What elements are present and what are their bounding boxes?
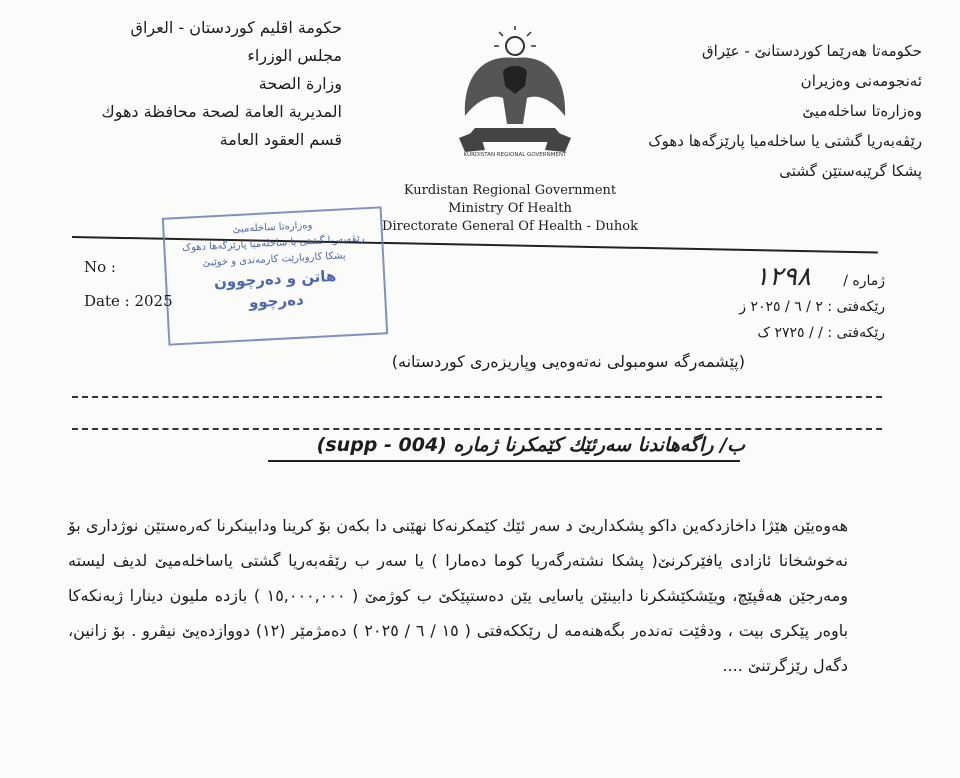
stamp-line: وەزارەتا ساخلەمیێ <box>232 219 313 236</box>
ref-date-line: رێکەفتی : ٢ / ٦ / ٢٠٢٥ ز <box>739 299 885 315</box>
header-ar-line: قسم العقود العامة <box>219 130 342 149</box>
dashed-divider-top <box>72 396 882 398</box>
reference-block <box>645 268 885 346</box>
letter-body: هەوەیێن هێژا داخازدکەین داکو پشکداریێ د سەر ئێك کێمکرنەکا نهێنی دا بکەن بۆ کرینا ودابینکرنا کەرەستێن نوژداری بۆ نەخوشخانا ئازادی یافێرکرنێ( پشکا نشتەرگەریا کوما دەمارا ) یا سەر ب رێڤەبەریا گشتی یاساخلەمیێ لدیف لیستە ومەرجێن هەڤپێچ، ویێشکێشکرنا دابینێن یاسایی یێن دەستپێکێ ب کوژمێ ( ١٥,٠٠٠,٠٠٠ ) بازدە ملیون دینارا ژبەنکەکا باوەر پێکری بیت ، ودڤێت تەندەر بگەهنەمە ل رێککەفتی ( ١٥ / ٦ / ٢٠٢٥ ) دەمژمێر (١٢) دووازدەیێ نیڤرو . بۆ زانین، دگەل رێزگرتنێ .... <box>68 516 849 675</box>
dashed-divider-bottom <box>72 428 882 430</box>
stamp-line: رێڤەبەریا گشتی یا ساخلەمیا پارێزگەها دهوک <box>181 233 365 254</box>
stamp-subtitle: دەرچوو <box>248 290 305 312</box>
incoming-outgoing-stamp <box>162 206 388 345</box>
header-ku-line: ئەنجومەنی وەزیران <box>800 72 922 90</box>
header-ar-line: مجلس الوزراء <box>247 46 342 65</box>
header-arabic <box>22 14 342 154</box>
header-kurdish <box>562 36 922 186</box>
handwritten-number: ١٢٩٨ <box>755 262 811 292</box>
header-en-line: Ministry Of Health <box>448 201 572 216</box>
no-date-block <box>84 250 173 318</box>
header-ku-line: وەزارەتا ساخلەمیێ <box>802 102 922 120</box>
header-ku-line: حکومەتا هەرێما کوردستانێ - عێراق <box>702 42 922 60</box>
logo-caption: KURDISTAN REGIONAL GOVERNMENT <box>463 152 567 158</box>
ref-date-line-2: رێکەفتی : / / ٢٧٢٥ ک <box>757 325 885 341</box>
subject-line: ب/ راگەهاندنا سەرئێك کێمکرنا ژمارە (supp - 004) <box>316 434 745 456</box>
peshmerga-motto: (پێشمەرگە سومبولی نەتەوەیی وپاریزەری کوردستانە) <box>391 352 745 371</box>
header-english <box>370 182 650 236</box>
header-ar-line: وزارة الصحة <box>258 74 342 93</box>
date-label: Date : 2025 <box>84 292 173 310</box>
ref-number-label: ژمارە / <box>843 273 885 289</box>
header-ku-line: رێڤەبەریا گشتی یا ساخلەمیا پارێزگەها دهوک <box>648 132 922 150</box>
stamp-title: هاتن و دەرچوون <box>213 266 337 292</box>
subject-underline <box>268 460 740 462</box>
kurdistan-emblem-logo <box>445 24 585 164</box>
header-en-line: Directorate General Of Health - Duhok <box>382 219 638 234</box>
header-ar-line: حكومة اقليم كوردستان - العراق <box>130 18 342 37</box>
no-label: No : <box>84 258 116 276</box>
header-ar-line: المديرية العامة لصحة محافظة دهوك <box>101 102 342 121</box>
stamp-line: پشکا کاروبارێت کارمەندی و خوێبێ <box>202 250 346 269</box>
header-ku-line: پشکا گرێبەستێن گشتی <box>779 162 922 180</box>
header-en-line: Kurdistan Regional Government <box>403 183 617 198</box>
